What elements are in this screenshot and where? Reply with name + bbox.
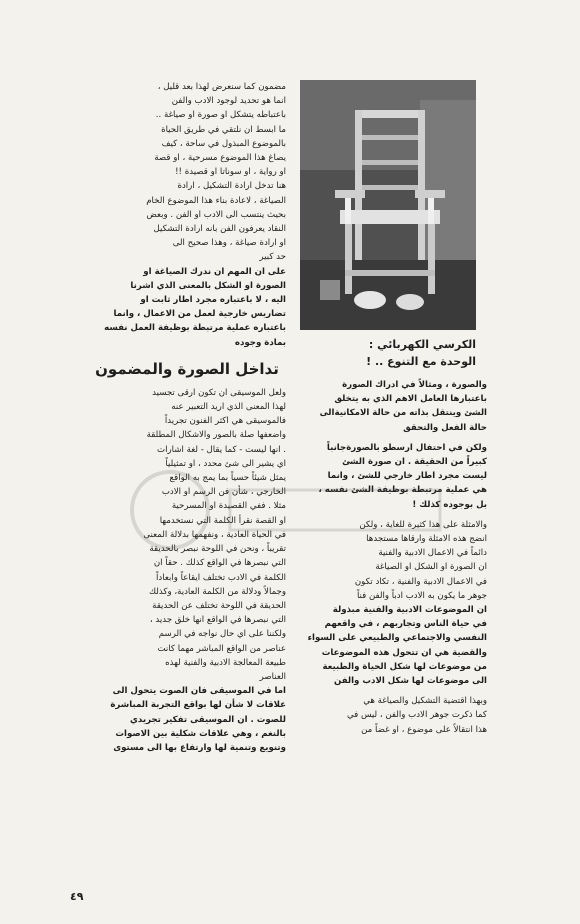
text-line: انضج هذه الامثلة وارقاها مستجدها [366, 534, 487, 545]
text-line: بل بوجوده كذلك ! [412, 499, 487, 510]
text-line: او رواية ، او سوناتا او قصيدة !! [175, 167, 286, 178]
text-line: تضاريس خارجية لعمل من الاعمال ، وانما [113, 309, 286, 320]
text-line: مثلا . ففي القصيدة او المسرحية [171, 501, 286, 512]
photo-caption [300, 336, 476, 370]
text-line: من موضوعات لها شكل الحياة والطبيعة [322, 661, 487, 672]
text-line: حالة الفعل والتحقق [403, 422, 487, 433]
text-line: في الاعمال الادبية والفنية ، تكاد تكون [354, 576, 487, 587]
text-line: وبهذا اقتضية التشكيل والصياغة هي [363, 696, 487, 707]
text-line: فالموسيقى هي اكثر الفنون تجريداً [164, 416, 286, 427]
text-line: اليه ، لا باعتباره مجرد اطار ثابت او [140, 295, 286, 306]
text-line: ما ابسط ان نلتقي في طريق الحياة [161, 124, 286, 135]
text-line: التي نبصرها في الواقع انها خلق جديد ، [149, 615, 286, 626]
text-line: . انها ليست - كما يقال - لغة اشارات [157, 444, 286, 455]
text-line: والامثلة على هذا كثيرة للغاية ، ولكن [359, 519, 487, 530]
text-line: ولكننا على اي حال نواجه في الرسم [158, 629, 286, 640]
electric-chair-illustration [300, 80, 476, 330]
left-column-top-paragraphs [88, 80, 286, 350]
text-line: للصوت . ان الموسيقى تفكير تجريدي [130, 714, 286, 725]
text-line: او ارادة صياغة ، وهذا صحيح الى [172, 238, 286, 249]
text-line: لهذا المعنى الذي اريد التعبير عنه [171, 402, 286, 413]
text-line: مضمون كما سنعرض لهذا بعد قليل ، [157, 82, 286, 92]
text-line: يصاغ هذا الموضوع مسرحية ، او قصة [154, 153, 286, 164]
text-line: باعتباطه يتشكل او صورة او صياغة .. [155, 110, 286, 121]
text-line: طبيعة المعالجة الادبية والفنية لهذه [165, 657, 286, 668]
text-line: هنا تدخل ارادة التشكيل ، ارادة [177, 181, 286, 192]
text-line: والقضية هي ان تتحول هذه الموضوعات [321, 647, 487, 658]
text-line: باعتبارها العامل الاهم الذي به يتخلق [334, 394, 487, 405]
text-line: العناصر [259, 671, 286, 682]
text-line: تقريباً ، ونحن في اللوحة نبصر بالحديقة [149, 544, 286, 555]
text-line: انما هو تحديد لوجود الادب والفن [171, 96, 286, 107]
text-line: او القصة نقرأ الكلمة التي نستخدمها [159, 515, 286, 526]
text-line: التي نبصرها في الواقع كذلك . حقاً ان [153, 558, 286, 569]
text-line: هذا انتقالاً على موضوع ، او غضاً من [361, 724, 487, 735]
text-line: الى موضوعات لها شكل الادب والفن [333, 676, 487, 687]
text-line: جوهر ما يكون به الادب ادباً والفن فناً [356, 590, 487, 601]
text-line: ان الموضوعات الادبية والفنية مبذولة [332, 605, 487, 616]
caption-line-1: الكرسي الكهربائي : [368, 338, 476, 351]
electric-chair-photo [300, 80, 476, 330]
text-line: والصورة ، ومثالاً في ادراك الصورة [342, 380, 487, 390]
text-line: واضعفها صلة بالصور والاشكال المطلقة [146, 430, 286, 441]
left-column-text [88, 80, 286, 755]
text-line: وجمالاً ودلالة من الكلمة العادية، وكذلك [148, 586, 286, 597]
text-line: كبيراً من الحقيقة . ان صورة الشئ [342, 457, 487, 468]
text-line: ان الصورة او الشكل او الصياغة [375, 562, 487, 573]
text-line: النقاد يعرفون الفن بانه ارادة التشكيل [153, 224, 286, 235]
text-line: الصورة او الشكل بالمعنى الذي اشرنا [130, 280, 286, 291]
text-line: في الحياة العادية ، ونفهمها بدلالة المعنى [143, 529, 286, 540]
text-line: بحيث ينتسب الى الادب او الفن . وبعض [146, 209, 286, 220]
caption-line-2: الوحدة مع التنوع .. ! [366, 355, 476, 368]
text-line: الكلمة في الادب تختلف ايقاعاً وابعاداً [156, 572, 286, 583]
text-line: باعتباره عملية مرتبطة بوظيفة العمل نفسه [104, 323, 286, 334]
text-line: اي يشير الى شئ محدد ، او تمثيلياً [165, 458, 286, 469]
text-line: وتنويع وتنمية لها وارتفاع بها الى مستوى [113, 742, 286, 753]
text-line: الحديقة في اللوحة تختلف عن الحديقة [152, 600, 286, 611]
text-line: الشئ وينتقل بذاته من حالة الامكانيةالى [319, 408, 487, 419]
text-line: كما ذكرت جوهر الادب والفن ، ليس في [346, 710, 487, 721]
text-line: بالموضوع المبذول في ساحة ، كيف [161, 138, 286, 149]
text-line: الخارجي ، شأن فن الرسم او الادب [161, 487, 286, 498]
section-heading: تداخل الصورة والمضمون [95, 359, 279, 378]
text-line: في حياة الناس وتجاربهم ، في واقعهم [324, 619, 487, 630]
text-line: ولكن في احتفال ارسطو بالصورةجانباً [326, 442, 487, 453]
text-line: يمثل شيئاً حسياً بما يمج به الواقع [169, 473, 286, 484]
text-line: بالنغم ، وهي علاقات شكلية بين الاصوات [115, 728, 286, 739]
text-line: الصياغة ، لاعادة بناء هذا الموضوع الخام [146, 195, 286, 206]
text-line: علاقات لا شأن لها بواقع التجربة المباشرة [110, 700, 286, 711]
text-line: ليست مجرد اطار خارجي للشئ ، وانما [327, 471, 487, 482]
text-line: ولعل الموسيقى ان تكون ارقى تجسيد [152, 387, 286, 398]
page-number: ٤٩ [70, 890, 84, 903]
text-line: هي عملية مرتبطة بوظيفة الشئ نفسه ، [318, 485, 487, 496]
right-column-text [292, 378, 487, 737]
text-line: على ان المهم ان ندرك الصياغة او [143, 266, 286, 277]
text-line: اما في الموسيقى فان الصوت يتحول الى [112, 686, 286, 697]
text-line: بمادة وجوده [234, 337, 286, 348]
text-line: دائماً في الاعمال الادبية والفنية [378, 548, 487, 559]
left-column-bottom-paragraphs [88, 386, 286, 755]
text-line: النفسي والاجتماعي والطبيعي على السواء [307, 633, 487, 644]
text-line: حد كبير [259, 252, 286, 263]
text-line: عناصر من الواقع المباشر مهما كانت [157, 643, 286, 654]
